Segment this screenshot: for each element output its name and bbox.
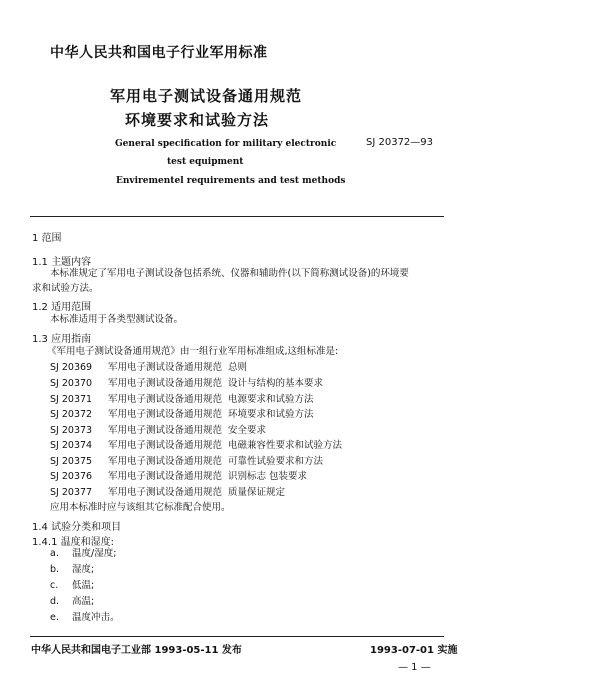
- list-series: 军用电子测试设备通用规范: [108, 378, 223, 389]
- standards-list-row: [50, 378, 323, 390]
- list-topic: 可靠性试验要求和方法: [228, 456, 324, 467]
- test-item: [50, 612, 120, 624]
- list-code: SJ 20369: [50, 362, 93, 373]
- list-series: 军用电子测试设备通用规范: [108, 471, 223, 482]
- standards-list-row: [50, 394, 314, 406]
- list-topic: 识别标志 包装要求: [228, 471, 308, 482]
- standard-code: SJ 20372—93: [366, 137, 434, 148]
- list-topic: 环境要求和试验方法: [228, 409, 314, 420]
- list-topic: 设计与结构的基本要求: [228, 378, 324, 389]
- list-code: SJ 20374: [50, 440, 93, 451]
- list-code: SJ 20376: [50, 471, 93, 482]
- section-1-3-note: 应用本标准时应与该组其它标准配合使用。: [50, 502, 231, 513]
- test-item-text: 高温;: [72, 596, 95, 607]
- test-item: [50, 564, 94, 576]
- list-series: 军用电子测试设备通用规范: [108, 362, 223, 373]
- list-series: 军用电子测试设备通用规范: [108, 440, 223, 451]
- footer-divider: [30, 636, 444, 637]
- section-1-1-heading: 1.1 主题内容: [32, 257, 92, 268]
- test-item: [50, 596, 94, 608]
- section-1-2-text: 本标准适用于各类型测试设备。: [50, 314, 184, 325]
- test-item-letter: e.: [50, 612, 59, 623]
- title-zh-line1: 军用电子测试设备通用规范: [110, 87, 303, 105]
- section-1-2-heading: 1.2 适用范围: [32, 302, 92, 313]
- title-en-line1: General specification for military electronic: [115, 139, 337, 149]
- section-1-heading: 1 范围: [32, 233, 62, 244]
- list-code: SJ 20372: [50, 409, 93, 420]
- test-item-text: 温度冲击。: [72, 612, 120, 623]
- test-item-text: 湿度;: [72, 564, 95, 575]
- list-topic: 总则: [228, 362, 248, 373]
- section-1-1-text-b: 求和试验方法。: [32, 283, 99, 294]
- issue-date: 中华人民共和国电子工业部 1993-05-11 发布: [31, 645, 242, 656]
- section-1-1-text-a: 本标准规定了军用电子测试设备包括系统、仪器和辅助件(以下简称测试设备)的环境要: [50, 268, 409, 279]
- page-number: — 1 —: [398, 662, 431, 673]
- standards-list-row: [50, 425, 266, 437]
- test-item-letter: c.: [50, 580, 59, 591]
- title-en-line3: Envirementel requirements and test methods: [116, 176, 346, 186]
- list-topic: 质量保证规定: [228, 487, 286, 498]
- list-series: 军用电子测试设备通用规范: [108, 425, 223, 436]
- standards-list-row: [50, 471, 307, 483]
- effective-date: 1993-07-01 实施: [370, 645, 458, 656]
- section-1-3-text: 《军用电子测试设备通用规范》由一组行业军用标准组成,这组标准是:: [47, 346, 339, 357]
- section-1-3-heading: 1.3 应用指南: [32, 334, 92, 345]
- section-1-4-1-heading: 1.4.1 温度和湿度:: [32, 537, 114, 548]
- section-1-4-heading: 1.4 试验分类和项目: [32, 522, 122, 533]
- list-topic: 电源要求和试验方法: [228, 394, 314, 405]
- standards-list-row: [50, 440, 342, 452]
- title-zh-line2: 环境要求和试验方法: [125, 111, 270, 129]
- list-code: SJ 20375: [50, 456, 93, 467]
- list-topic: 电磁兼容性要求和试验方法: [228, 440, 343, 451]
- standards-list-row: [50, 456, 323, 468]
- list-series: 军用电子测试设备通用规范: [108, 487, 223, 498]
- list-code: SJ 20377: [50, 487, 93, 498]
- standards-list-row: [50, 362, 247, 374]
- list-series: 军用电子测试设备通用规范: [108, 409, 223, 420]
- list-series: 军用电子测试设备通用规范: [108, 456, 223, 467]
- test-item-letter: a.: [50, 548, 59, 559]
- test-item-letter: b.: [50, 564, 60, 575]
- list-code: SJ 20373: [50, 425, 93, 436]
- list-code: SJ 20371: [50, 394, 93, 405]
- test-item-text: 低温;: [72, 580, 95, 591]
- header-divider: [30, 216, 444, 217]
- standards-list-row: [50, 487, 285, 499]
- list-topic: 安全要求: [228, 425, 267, 436]
- test-item-text: 温度/湿度;: [72, 548, 117, 559]
- test-item: [50, 580, 94, 592]
- list-code: SJ 20370: [50, 378, 93, 389]
- test-item: [50, 548, 116, 560]
- title-en-line2: test equipment: [167, 157, 244, 167]
- issuer-header: 中华人民共和国电子行业军用标准: [50, 45, 268, 61]
- list-series: 军用电子测试设备通用规范: [108, 394, 223, 405]
- test-item-letter: d.: [50, 596, 60, 607]
- standards-list-row: [50, 409, 314, 421]
